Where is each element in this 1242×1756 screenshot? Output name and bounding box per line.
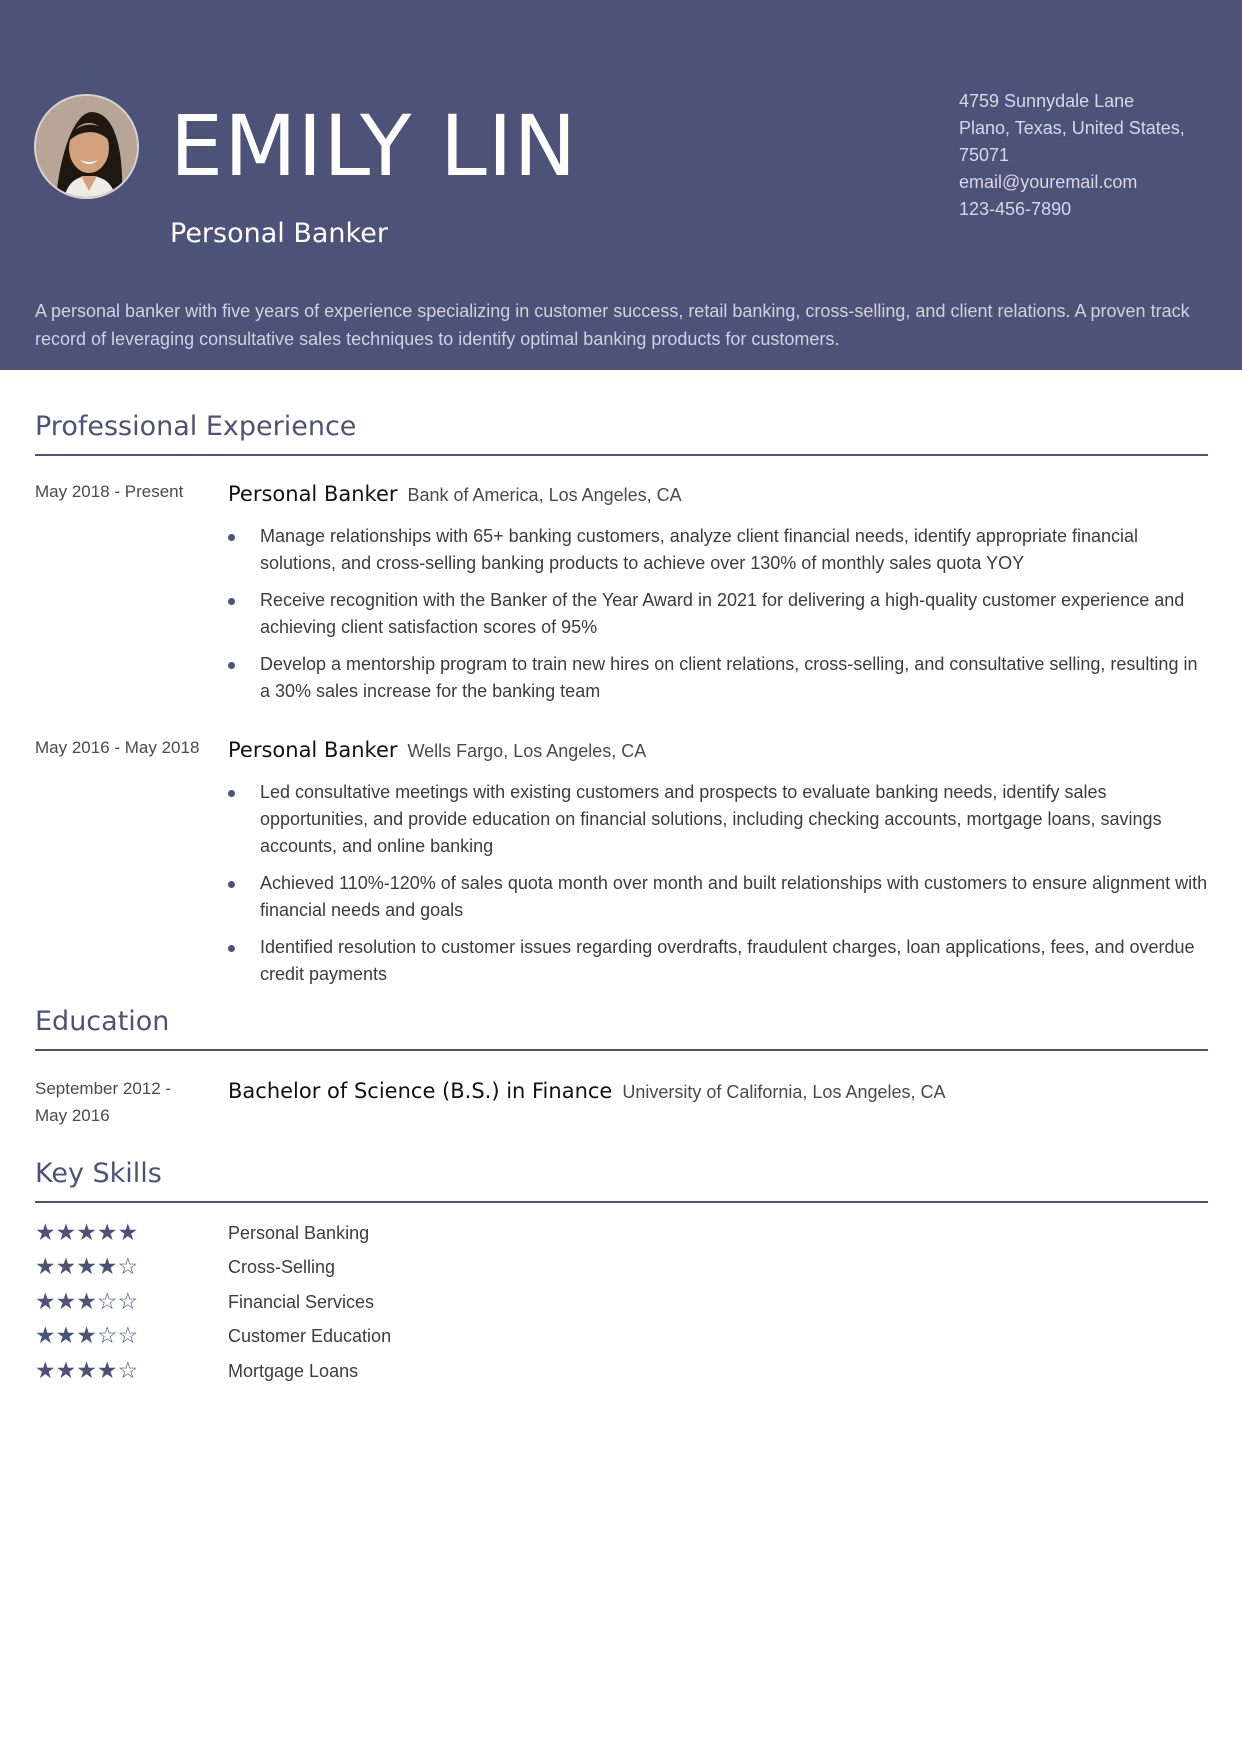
- skill-row: [35, 1321, 635, 1351]
- contact-info: [959, 88, 1219, 223]
- section-divider: [35, 1049, 1208, 1051]
- education-section-title: Education: [35, 1006, 170, 1037]
- entry-date: May 2018 - Present: [35, 482, 184, 501]
- entry-heading: [228, 1079, 946, 1103]
- entry-date: May 2016 - May 2018: [35, 738, 200, 757]
- star-rating-icon: ★★★☆☆: [35, 1322, 139, 1348]
- entry-organization: Bank of America, Los Angeles, CA: [407, 485, 682, 505]
- skill-name: Personal Banking: [228, 1223, 370, 1243]
- skill-row: [35, 1356, 635, 1386]
- entry-role: Personal Banker: [228, 482, 398, 506]
- bullet-item: Achieved 110%-120% of sales quota month over month and built relationships with customers to ensure alignment with financial needs and goals: [228, 870, 1208, 924]
- address-zip: 75071: [959, 145, 1010, 165]
- bullet-icon: [228, 790, 235, 797]
- entry-role: Personal Banker: [228, 738, 398, 762]
- bullet-icon: [228, 945, 235, 952]
- entry-heading: [228, 738, 646, 762]
- school: University of California, Los Angeles, CA: [622, 1082, 946, 1102]
- bullet-item: Receive recognition with the Banker of the Year Award in 2021 for delivering a high-quality customer experience and achieving client satisfaction scores of 95%: [228, 587, 1208, 641]
- star-rating-icon: ★★★★★: [35, 1219, 139, 1245]
- bullet-item: Led consultative meetings with existing customers and prospects to evaluate banking needs, identify sales opportunities, and provide education on financial solutions, including checking accounts, mortgage loans, savings accounts, and online banking: [228, 779, 1208, 860]
- skill-name: Cross-Selling: [228, 1257, 336, 1277]
- entry-bullets: [228, 523, 1208, 715]
- skill-name: Customer Education: [228, 1326, 392, 1346]
- phone: 123-456-7890: [959, 199, 1072, 219]
- email: email@youremail.com: [959, 172, 1138, 192]
- star-rating-icon: ★★★☆☆: [35, 1288, 139, 1314]
- resume-header: [0, 0, 1242, 370]
- skill-row: [35, 1252, 635, 1282]
- candidate-name: EMILY LIN: [170, 97, 578, 195]
- star-rating-icon: ★★★★☆: [35, 1253, 139, 1279]
- skill-row: [35, 1287, 635, 1317]
- bullet-icon: [228, 881, 235, 888]
- star-rating-icon: ★★★★☆: [35, 1357, 139, 1383]
- bullet-item: Manage relationships with 65+ banking customers, analyze client financial needs, identify appropriate financial solutions, and cross-selling banking products to achieve over 130% of monthly sales quota YOY: [228, 523, 1208, 577]
- experience-section-title: Professional Experience: [35, 411, 357, 442]
- skill-name: Mortgage Loans: [228, 1361, 359, 1381]
- section-divider: [35, 1201, 1208, 1203]
- entry-bullets: [228, 779, 1208, 998]
- summary: A personal banker with five years of experience specializing in customer success, retail banking, cross-selling, and client relations. A proven track record of leveraging consultative sales techniques to identify optimal banking products for customers.: [35, 301, 1190, 349]
- entry-organization: Wells Fargo, Los Angeles, CA: [407, 741, 647, 761]
- bullet-icon: [228, 662, 235, 669]
- bullet-item: Identified resolution to customer issues regarding overdrafts, fraudulent charges, loan applications, fees, and overdue credit payments: [228, 934, 1208, 988]
- entry-heading: [228, 482, 682, 506]
- bullet-item: Develop a mentorship program to train new hires on client relations, cross-selling, and consultative selling, resulting in a 30% sales increase for the banking team: [228, 651, 1208, 705]
- address-line-1: 4759 Sunnydale Lane: [959, 91, 1135, 111]
- address-line-2: Plano, Texas, United States,: [959, 118, 1185, 138]
- bullet-icon: [228, 598, 235, 605]
- bullet-icon: [228, 534, 235, 541]
- section-divider: [35, 454, 1208, 456]
- skills-section-title: Key Skills: [35, 1158, 162, 1189]
- skill-name: Financial Services: [228, 1292, 375, 1312]
- profile-photo-icon: [36, 96, 139, 199]
- entry-date: September 2012 - May 2016: [35, 1079, 172, 1125]
- job-title: Personal Banker: [170, 218, 388, 249]
- degree: Bachelor of Science (B.S.) in Finance: [228, 1079, 613, 1103]
- skill-row: [35, 1218, 635, 1248]
- profile-photo: [34, 94, 139, 199]
